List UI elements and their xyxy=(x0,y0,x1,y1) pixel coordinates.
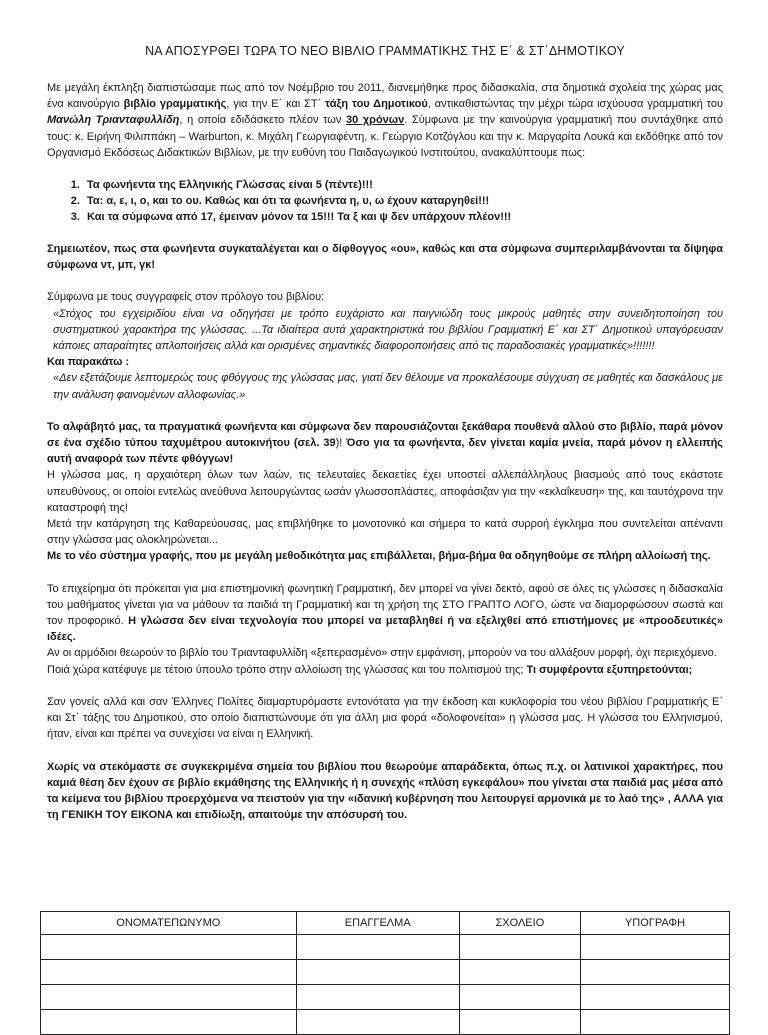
intro-author-emphasis: Μανώλη Τριανταφυλλίδη xyxy=(47,114,180,127)
table-cell[interactable] xyxy=(581,935,730,960)
table-row xyxy=(41,985,730,1010)
column-header-profession: ΕΠΑΓΓΕΛΜΑ xyxy=(296,912,459,935)
column-header-signature: ΥΠΟΓΡΑΦΗ xyxy=(581,912,730,935)
intro-book-emphasis: βιβλίο γραμματικής xyxy=(123,98,227,111)
question-text: Ποιά χώρα κατέφυγε με τέτοιο ύπουλο τρόπο στην αλλοίωση της γλώσσας και του πολιτισμού της; xyxy=(47,663,527,676)
table-cell[interactable] xyxy=(296,985,459,1010)
table-cell[interactable] xyxy=(581,985,730,1010)
intro-text: , για την Ε΄ και ΣΤ΄ xyxy=(226,98,326,111)
signature-rows xyxy=(41,935,730,1035)
findings-list xyxy=(47,177,723,225)
protest-paragraph: Σαν γονείς αλλά και σαν Έλληνες Πολίτες διαμαρτυρόμαστε εντονότατα για την έκδοση και κυκλοφορία του νέου βιβλίου Γραμματικής Ε΄ και Στ΄ τάξης του Δημοτικού, στο οποίο διαπιστώνουμε ότι για άλλη μια φορά «δολοφονείται» η γλώσσα μας. Η γλώσσα του Ελληνισμού, ήταν, είναι και πρέπει να συνεχίσει να είναι η Ελληνική. xyxy=(47,695,723,741)
column-header-school: ΣΧΟΛΕΙΟ xyxy=(459,912,580,935)
list-item: 1. Τα φωνήεντα της Ελληνικής Γλώσσας είναι 5 (πέντε)!!! xyxy=(83,177,723,193)
intro-years-emphasis: 30 χρόνων xyxy=(345,114,405,127)
list-item: 3. Και τα σύμφωνα από 17, έμειναν μόνον τα 15!!! Τα ξ και ψ δεν υπάρχουν πλέον!!! xyxy=(83,209,723,225)
table-cell[interactable] xyxy=(41,935,297,960)
table-row xyxy=(41,935,730,960)
table-cell[interactable] xyxy=(459,985,580,1010)
preface-quote: «Στόχος του εγχειριδίου είναι να οδηγήσει με τρόπο ευχάριστο και παιγνιώδη τους μικρούς μαθητές στην συνειδητοποίηση του συστηματικού χαρακτήρα της γλώσσας. ...Τα ιδιαίτερα αυτά χαρακτηριστικά του βιβλίου Γραμματική Ε΄ και ΣΤ΄ Δημοτικού υπαγόρευσαν κάποιες απαραίτητες απλοποιήσεις αλλά και ορισμένες σημαντικές διαφοροποιήσεις από τις παραδοσιακές γραμματικές»!!!!!!! xyxy=(53,307,723,353)
authors-lead: Σύμφωνα με τους συγγραφείς στον πρόλογο του βιβλίου: xyxy=(47,291,325,304)
table-cell[interactable] xyxy=(296,1010,459,1035)
intro-paragraph xyxy=(47,80,723,161)
table-row xyxy=(41,1010,730,1035)
alphabet-paragraph xyxy=(47,419,723,468)
new-system-paragraph: Με το νέο σύστημα γραφής, που με μεγάλη μεθοδικότητα μας επιβάλλεται, βήμα-βήμα θα οδηγηθούμε σε πλήρη αλλοίωσή της. xyxy=(47,550,711,563)
second-quote: «Δεν εξετάζουμε λεπτομερώς τους φθόγγους της γλώσσας μας, γιατί δεν θέλουμε να προκαλέσουμε σύγχυση σε μαθητές και δασκάλους με την ανάλυση φαινομένων αλλοφωνίας.» xyxy=(53,372,723,401)
table-cell[interactable] xyxy=(296,960,459,985)
table-cell[interactable] xyxy=(296,935,459,960)
table-cell[interactable] xyxy=(459,960,580,985)
argument-text: Το επιχείρημα ότι πρόκειται για μια επιστημονική φωνητική Γραμματική, δεν μπορεί να γίνει δεκτό, αφού σε όλες τις γλώσσες η διδασκαλία του μαθήματος γίνεται για να μάθουν τα παιδιά τη Γραμματική και τη χρήση της ΣΤΟ ΓΡΑΠΤΟ ΛΟΓΟ, ώστε να διαμορφώσουν σωστά και τον προφορικό. xyxy=(47,582,723,628)
demand-paragraph: Χωρίς να στεκόμαστε σε συγκεκριμένα σημεία του βιβλίου που θεωρούμε απαράδεκτα, όπως π.χ. οι λατινικοί χαρακτήρες, που καμιά θέση δεν έχουν σε βιβλίο εκμάθησης της Ελληνικής ή η συνεχής «πλύση εγκεφάλου» που γίνεται στα παιδιά μας μέσα από τα κείμενα του βιβλίου προερχόμενα να πειστούν για την «ιδανική κυβέρνηση που λειτουργεί αρμονικά με το λαό της» , ΑΛΛΑ για τη ΓΕΝΙΚΗ ΤΟΥ ΕΙΚΟΝΑ και επιδίωξη, απαιτούμε την απόσυρσή του. xyxy=(47,760,723,822)
table-cell[interactable] xyxy=(581,960,730,985)
intro-text: Με μεγάλη έκπληξη διαπιστώσαμε πως από τον Νοέμβριο του 2011, διανεμήθηκε προς διδασκαλία, στα δημοτικά σχολεία της χώρας μας ένα καινούργιο xyxy=(47,82,723,111)
intro-text: , αντικαθιστώντας την μέχρι τώρα ισχύουσα γραμματική του xyxy=(427,98,723,111)
monotonic-paragraph: Μετά την κατάργηση της Καθαρεύουσας, μας επιβλήθηκε το μονοτονικό και σήμερα το κατά συρροή έγκλημα που συντελείται απέναντι στην γλώσσα μας ολοκληρώνεται... xyxy=(47,518,723,547)
and-below-label: Και παρακάτω : xyxy=(47,356,130,369)
note-paragraph: Σημειωτέον, πως στα φωνήεντα συγκαταλέγεται και ο δίφθογγος «ου», καθώς και στα σύμφωνα συμπεριλαμβάνονται τα δίψηφα σύμφωνα ντ, μπ, γκ! xyxy=(47,243,723,272)
table-cell[interactable] xyxy=(581,1010,730,1035)
intro-text: , η οποία εδιδάσκετο πλέον των xyxy=(179,114,346,127)
page-reference: 39 xyxy=(323,437,336,450)
document xyxy=(47,44,723,823)
table-cell[interactable] xyxy=(41,985,297,1010)
question-emphasis: Τι συμφέροντα εξυπηρετούνται; xyxy=(526,663,693,676)
alphabet-text: )! xyxy=(335,437,347,450)
triantafyllidis-paragraph: Αν οι αρμόδιοι θεωρούν το βιβλίο του Τριανταφυλλίδη «ξεπερασμένο» στην εμφάνιση, μπορούν να του αλλάξουν μορφή, όχι περιεχόμενο. xyxy=(47,647,717,660)
signature-table xyxy=(40,911,730,1035)
question-paragraph xyxy=(47,662,723,678)
list-item: 2. Τα: α, ε, ι, ο, και το ου. Καθώς και ότι τα φωνήεντα η, υ, ω έχουν καταργηθεί!!! xyxy=(83,193,723,209)
alphabet-emphasis: Το αλφάβητό μας, τα πραγματικά φωνήεντα και σύμφωνα δεν παρουσιάζονται ξεκάθαρα πουθενά αλλού στο βιβλίο, παρά μόνον σε ένα σχέδιο τύπου ταχυμέτρου αυτοκινήτου (σελ. xyxy=(47,420,723,450)
document-title: ΝΑ ΑΠΟΣΥΡΘΕΙ ΤΩΡΑ ΤΟ ΝΕΟ ΒΙΒΛΙΟ ΓΡΑΜΜΑΤΙΚΗΣ ΤΗΣ Ε΄ & ΣΤ΄ΔΗΜΟΤΙΚΟΥ xyxy=(145,44,625,58)
table-cell[interactable] xyxy=(41,960,297,985)
vowels-emphasis: Όσο για τα φωνήεντα, δεν γίνεται καμία μνεία, παρά μόνον η ελλειπής αυτή αναφορά των πέντε φθόγγων! xyxy=(47,437,724,466)
table-cell[interactable] xyxy=(459,1010,580,1035)
argument-emphasis: Η γλώσσα δεν είναι τεχνολογία που μπορεί να μεταβληθεί ή να εξελιχθεί από επιστήμονες με «προοδευτικές» ιδέες. xyxy=(47,615,723,644)
table-cell[interactable] xyxy=(41,1010,297,1035)
intro-text: . Σύμφωνα με την καινούργια γραμματική που συντάχθηκε από τους: κ. Ειρήνη Φιλιππάκη – Warburton, κ. Μιχάλη Γεωργιαφέντη, κ. Γεώργιο Κοτζόγλου και την κ. Μαργαρίτα Λουκά και εκδόθηκε από τον Οργανισμό Εκδόσεως Διδακτικών Βιβλίων, με την ευθύνη του Παιδαγωγικού Ινστιτούτου, ανακαλύπτουμε πως: xyxy=(47,114,723,159)
table-row xyxy=(41,960,730,985)
table-header-row xyxy=(41,912,730,935)
language-history-paragraph: Η γλώσσα μας, η αρχαιότερη όλων των λαών, τις τελευταίες δεκαετίες έχει υποστεί αλλεπάλληλους βιασμούς από τους εκάστοτε υπευθύνους, οι οποίοι εντελώς ανεύθυνα λειτουργώντας ωσάν γλωσσοπλάστες, αποφάσιζαν για την «εκλαΐκευση» της, και ταυτόχρονα την καταστροφή της! xyxy=(47,469,723,514)
table-cell[interactable] xyxy=(459,935,580,960)
column-header-name: ΟΝΟΜΑΤΕΠΩΝΥΜΟ xyxy=(41,912,297,935)
argument-paragraph xyxy=(47,581,723,646)
intro-class-emphasis: τάξη του Δημοτικού xyxy=(325,98,428,111)
